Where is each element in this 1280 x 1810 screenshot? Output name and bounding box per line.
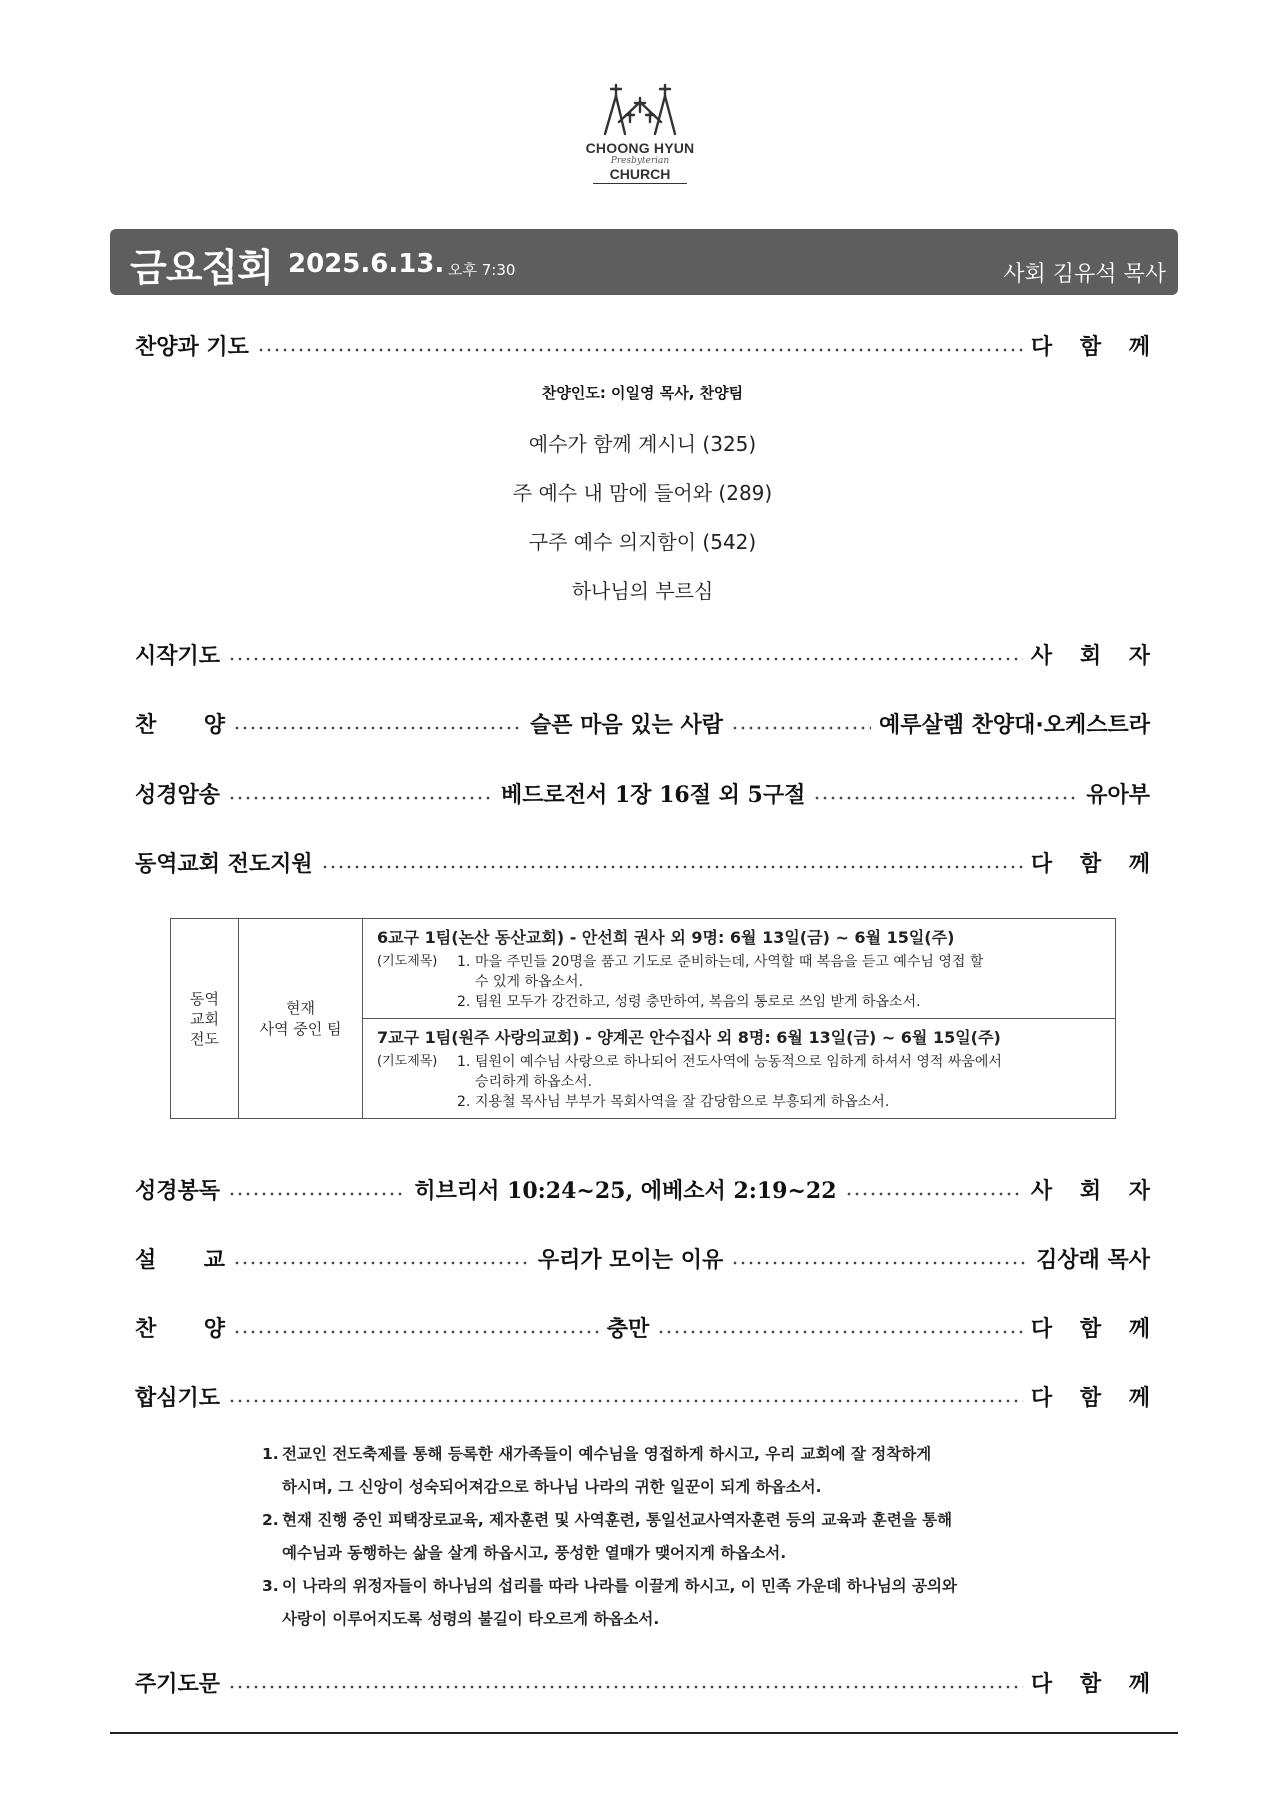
dot-leader <box>845 1192 1023 1196</box>
order-item-unison-prayer <box>135 1376 1160 1416</box>
order-label-b: 교 <box>203 1247 225 1273</box>
service-date: 2025.6.13. <box>288 249 445 279</box>
status-line: 현재 <box>286 998 315 1017</box>
prayer-num: 2. <box>262 1511 279 1529</box>
prayer-list <box>262 1438 1082 1636</box>
order-responsible: 다 함 께 <box>1030 851 1160 877</box>
prayer-request-cont <box>377 972 1103 992</box>
order-item-recitation <box>135 773 1150 813</box>
prayer-request <box>377 1092 1103 1112</box>
order-item-hymn-2 <box>135 1307 1160 1347</box>
dot-leader <box>813 796 1078 800</box>
team-cell <box>363 919 1116 1019</box>
song-item: 예수가 함께 계시니 (325) <box>528 432 757 456</box>
dot-leader <box>657 1330 1023 1334</box>
prayer-request-cont <box>377 1072 1103 1092</box>
order-title: 충만 <box>606 1316 650 1342</box>
prayer-text: 사랑이 이루어지도록 성령의 불길이 타오르게 하옵소서. <box>282 1610 660 1628</box>
prayer-tag: (기도제목) <box>377 954 438 969</box>
order-title: 베드로전서 1장 16절 외 5구절 <box>500 781 806 808</box>
prayer-text: 수 있게 하옵소서. <box>475 974 584 990</box>
logo-line-1: CHOONG HYUN <box>585 140 695 156</box>
prayer-text: 예수님과 동행하는 삶을 살게 하옵시고, 풍성한 열매가 맺어지게 하옵소서. <box>282 1544 787 1562</box>
order-title: 슬픈 마음 있는 사람 <box>529 712 723 738</box>
team-cell <box>363 1019 1116 1119</box>
order-label: 성경암송 <box>135 782 221 808</box>
order-responsible: 다 함 께 <box>1030 1316 1160 1342</box>
prayer-text: 마을 주민들 20명을 품고 기도로 준비하는데, 사역할 때 복음을 듣고 예수님 영접 할 <box>475 954 984 970</box>
order-responsible: 다 함 께 <box>1030 334 1160 360</box>
dot-leader <box>228 1192 406 1196</box>
category-line: 교회 <box>190 1009 219 1028</box>
order-label <box>135 1312 225 1343</box>
order-label-b: 양 <box>203 712 225 738</box>
service-title: 금요집회 <box>130 246 273 290</box>
dot-leader <box>731 726 871 730</box>
order-label-b: 양 <box>203 1316 225 1342</box>
order-responsible: 사 회 자 <box>1030 643 1160 669</box>
order-title: 히브리서 10:24~25, 에베소서 2:19~22 <box>414 1177 837 1204</box>
dot-leader <box>228 796 493 800</box>
prayer-num: 3. <box>262 1577 279 1595</box>
order-label-a: 찬 <box>135 712 157 738</box>
dot-leader <box>228 657 1023 661</box>
order-label <box>135 708 225 739</box>
order-label: 시작기도 <box>135 643 221 669</box>
order-label: 동역교회 전도지원 <box>135 851 313 877</box>
order-item-mission <box>135 842 1160 882</box>
dot-leader <box>257 348 1023 352</box>
order-label-a: 찬 <box>135 1316 157 1342</box>
status-line: 사역 중인 팀 <box>259 1019 342 1038</box>
song-item: 주 예수 내 맘에 들어와 (289) <box>512 481 773 505</box>
praise-lead: 찬양인도: 이일영 목사, 찬양팀 <box>541 384 744 402</box>
order-responsible: 예루살렘 찬양대·오케스트라 <box>878 712 1150 738</box>
order-item-reading <box>135 1169 1160 1209</box>
header-band <box>110 229 1178 295</box>
mission-table <box>170 918 1116 1119</box>
order-item-opening-prayer <box>135 634 1160 674</box>
prayer-text: 이 나라의 위정자들이 하나님의 섭리를 따라 나라를 이끌게 하시고, 이 민족 가운데 하나님의 공의와 <box>282 1577 957 1595</box>
dot-leader <box>233 1330 599 1334</box>
logo-line-3: CHURCH <box>593 166 687 184</box>
order-responsible: 다 함 께 <box>1030 1385 1160 1411</box>
order-item-sermon <box>135 1238 1150 1278</box>
service-time: 오후 7:30 <box>448 261 516 279</box>
logo-line-2: Presbyterian <box>610 156 670 166</box>
prayer-text: 승리하게 하옵소서. <box>475 1074 593 1090</box>
list-item <box>262 1438 1082 1471</box>
prayer-text: 하시며, 그 신앙이 성숙되어져감으로 하나님 나라의 귀한 일꾼이 되게 하옵소서. <box>282 1478 822 1496</box>
order-responsible: 김상래 목사 <box>1036 1247 1151 1273</box>
table-category-cell <box>171 919 239 1119</box>
prayer-tag: (기도제목) <box>377 1054 438 1069</box>
dot-leader <box>228 1399 1023 1403</box>
order-label: 합심기도 <box>135 1385 221 1411</box>
prayer-request <box>377 952 1103 972</box>
service-leader: 사회 김유석 목사 <box>1003 262 1166 287</box>
dot-leader <box>233 726 522 730</box>
order-responsible: 유아부 <box>1086 782 1151 808</box>
order-label: 성경봉독 <box>135 1178 221 1204</box>
prayer-text: 전교인 전도축제를 통해 등록한 새가족들이 예수님을 영접하게 하시고, 우리 교회에 잘 정착하게 <box>282 1445 932 1463</box>
list-item <box>262 1570 1082 1603</box>
order-item-praise-prayer <box>135 325 1160 365</box>
list-item-cont <box>262 1537 1082 1570</box>
dot-leader <box>233 1261 530 1265</box>
table-status-cell <box>239 919 363 1119</box>
team-heading: 6교구 1팀(논산 동산교회) - 안선희 권사 외 9명: 6월 13일(금) ~ 6월 15일(주) <box>377 928 955 947</box>
list-item <box>262 1504 1082 1537</box>
prayer-text: 팀원 모두가 강건하고, 성령 충만하여, 복음의 통로로 쓰임 받게 하옵소서. <box>475 994 921 1010</box>
order-label <box>135 1243 225 1274</box>
prayer-request <box>377 1052 1103 1072</box>
order-item-hymn-1 <box>135 703 1150 743</box>
order-label: 주기도문 <box>135 1671 221 1697</box>
order-title: 우리가 모이는 이유 <box>537 1247 724 1273</box>
dot-leader <box>321 865 1023 869</box>
order-responsible: 다 함 께 <box>1030 1671 1160 1697</box>
prayer-num: 1. <box>457 954 471 970</box>
dot-leader <box>228 1685 1023 1689</box>
dot-leader <box>731 1261 1028 1265</box>
prayer-num: 1. <box>457 1054 471 1070</box>
order-responsible: 사 회 자 <box>1030 1178 1160 1204</box>
category-line: 동역 <box>190 989 219 1008</box>
footer-divider <box>110 1732 1178 1734</box>
song-item: 구주 예수 의지함이 (542) <box>528 530 757 554</box>
list-item-cont <box>262 1603 1082 1636</box>
prayer-text: 지용철 목사님 부부가 목회사역을 잘 감당함으로 부흥되게 하옵소서. <box>475 1094 890 1110</box>
prayer-text: 팀원이 예수님 사랑으로 하나되어 전도사역에 능동적으로 임하게 하셔서 영적 싸움에서 <box>475 1054 1002 1070</box>
church-spires-icon <box>595 82 685 138</box>
prayer-num: 2. <box>457 994 471 1010</box>
team-heading: 7교구 1팀(원주 사랑의교회) - 양계곤 안수집사 외 8명: 6월 13일(금) ~ 6월 15일(주) <box>377 1028 1001 1047</box>
order-label-a: 설 <box>135 1247 157 1273</box>
order-label: 찬양과 기도 <box>135 334 249 360</box>
list-item-cont <box>262 1471 1082 1504</box>
prayer-num: 2. <box>457 1094 471 1110</box>
table-row <box>171 919 1116 1019</box>
song-item: 하나님의 부르심 <box>571 579 714 603</box>
church-logo <box>580 82 700 184</box>
prayer-request <box>377 992 1103 1012</box>
order-item-lords-prayer <box>135 1662 1160 1702</box>
category-line: 전도 <box>190 1029 219 1048</box>
prayer-num: 1. <box>262 1445 279 1463</box>
prayer-text: 현재 진행 중인 피택장로교육, 제자훈련 및 사역훈련, 통일선교사역자훈련 등의 교육과 훈련을 통해 <box>282 1511 953 1529</box>
